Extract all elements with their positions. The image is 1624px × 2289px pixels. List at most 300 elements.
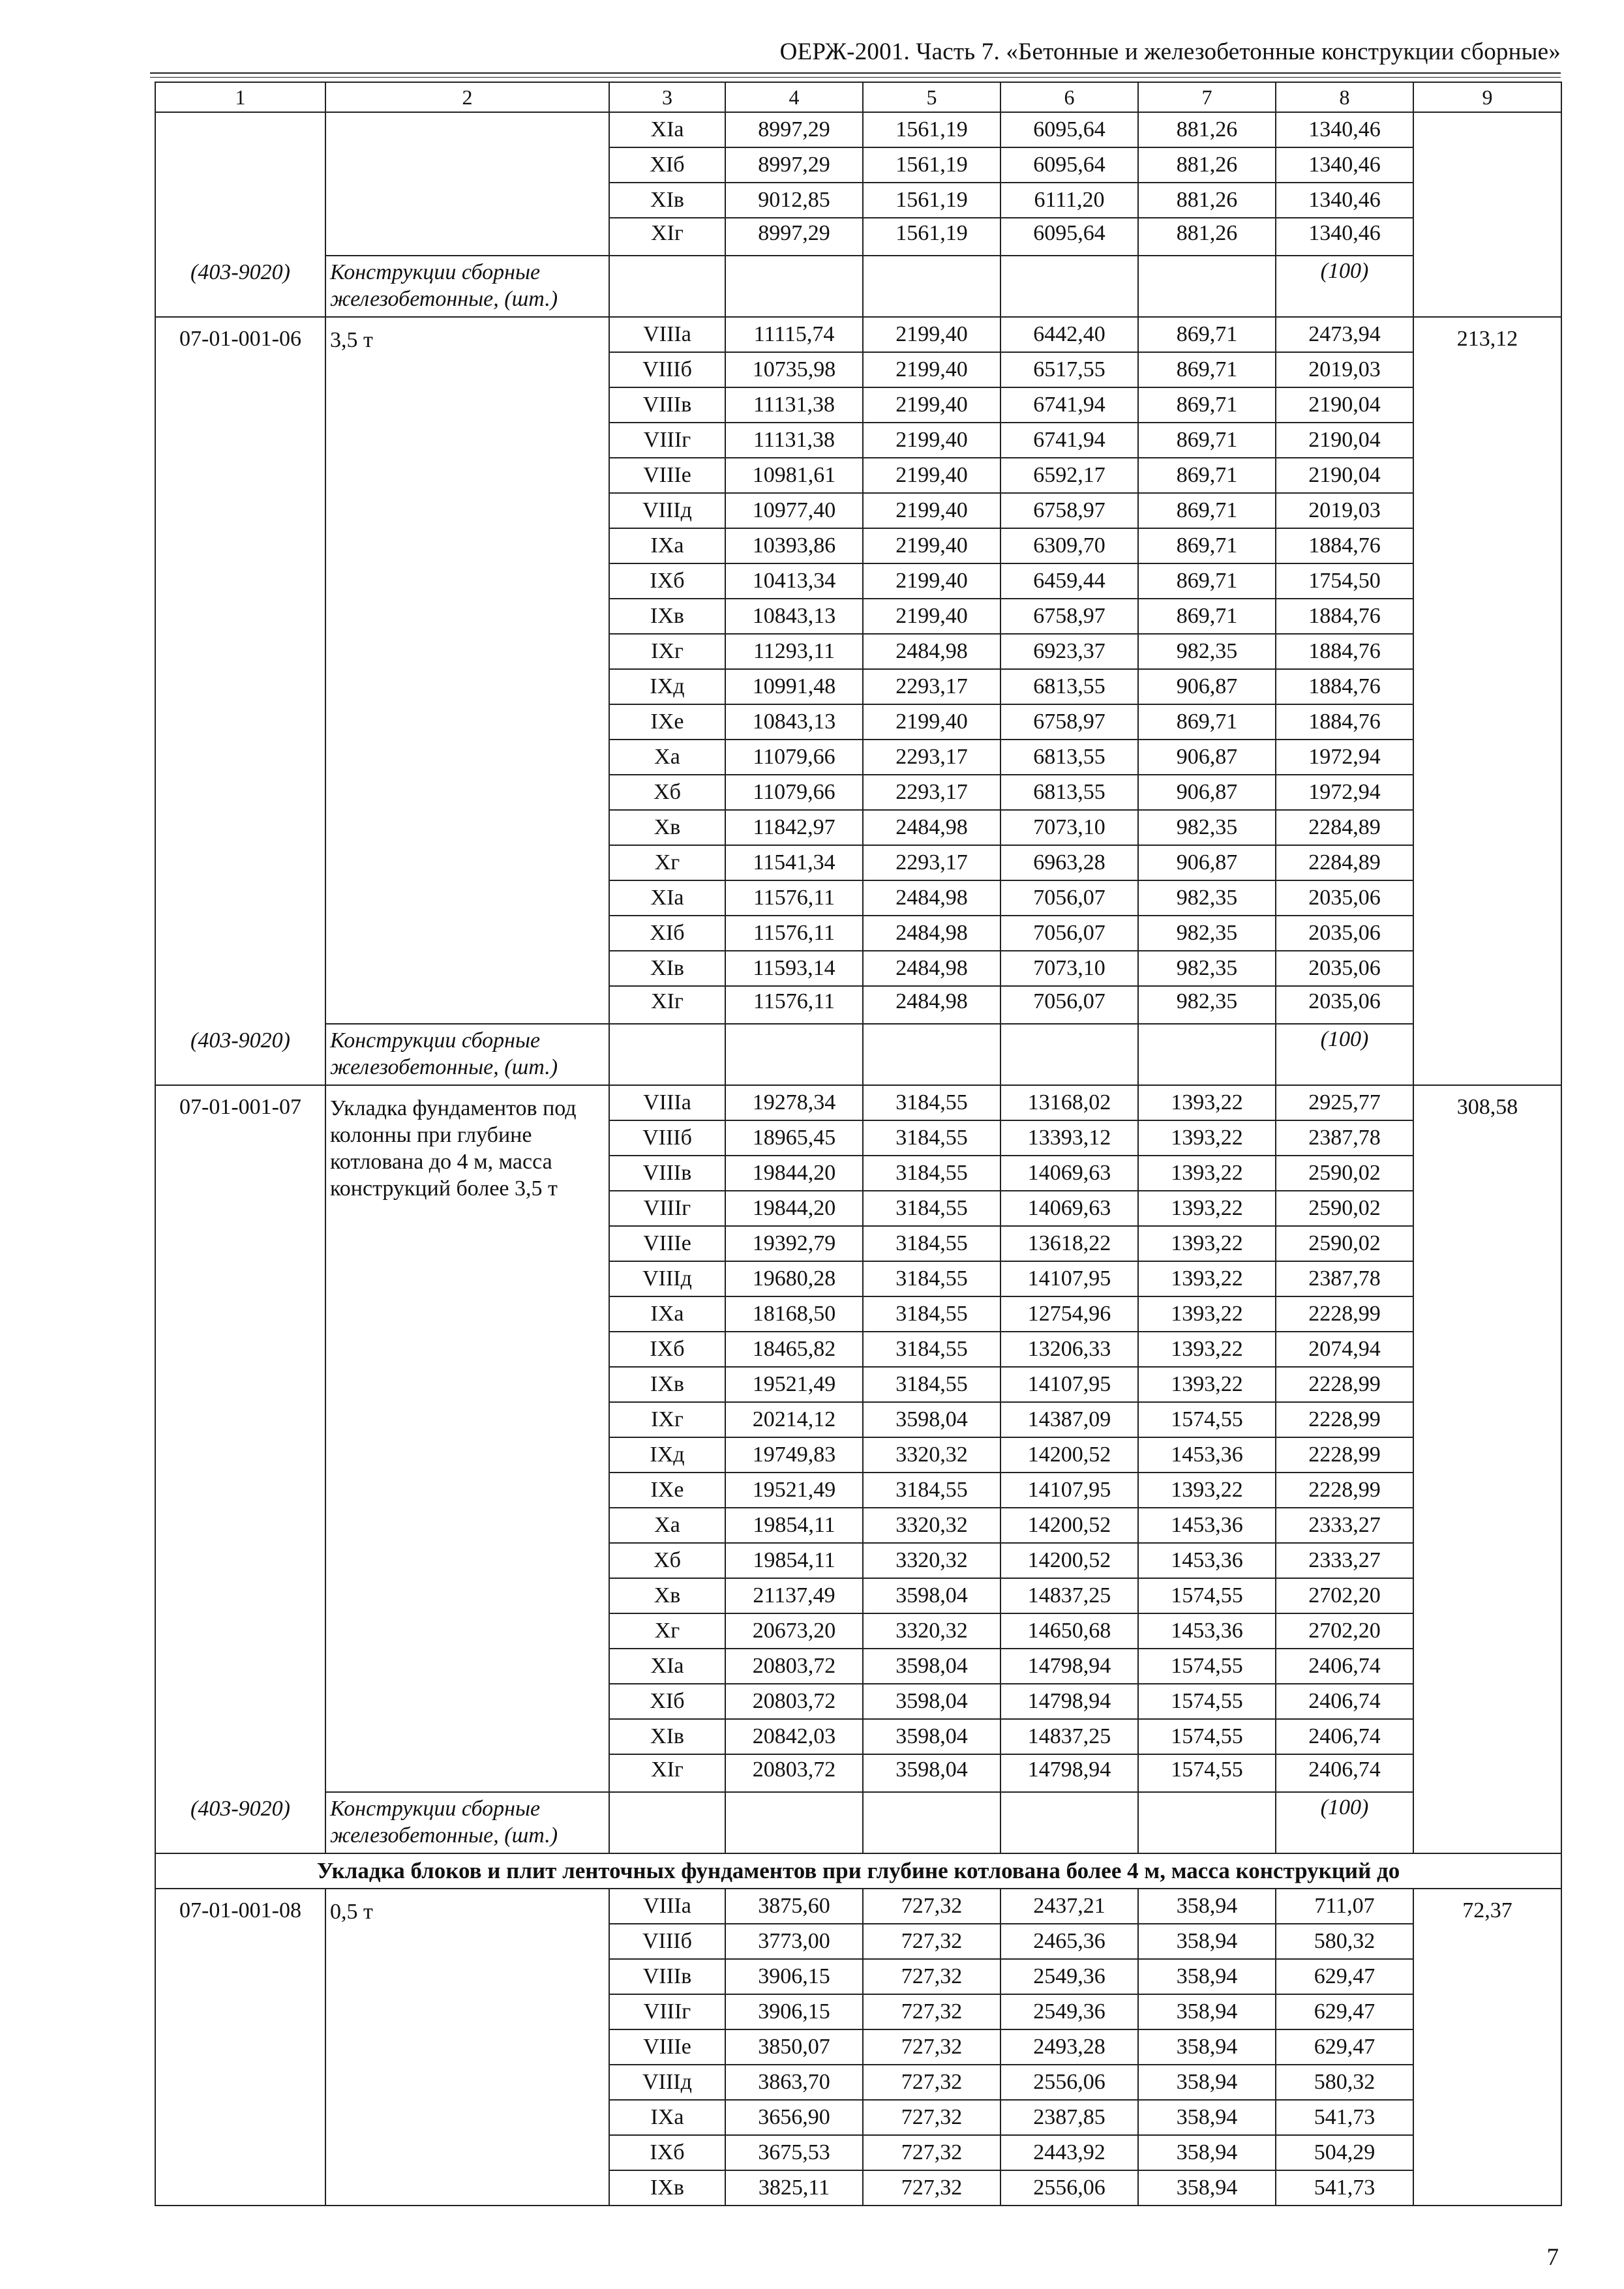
machine-cost: 13168,02 [1000,1085,1138,1120]
table-row [155,1085,1561,1120]
material-cost: 1340,46 [1276,218,1413,256]
labor-cost: 3184,55 [863,1226,1000,1261]
total-cost: 19392,79 [725,1226,863,1261]
operator-wage: 1393,22 [1138,1473,1276,1508]
labor-cost: 1561,19 [863,112,1000,147]
zone-code: VIIIб [609,352,725,387]
rate-code-text: 07-01-001-07 [179,1095,301,1119]
total-cost: 11842,97 [725,810,863,845]
machine-cost: 6309,70 [1000,528,1138,563]
zone-code: VIIIб [609,1924,725,1959]
resource-ref: (403-9020) [190,1797,290,1821]
zone-code: Xб [609,775,725,810]
zone-code: VIIIг [609,1191,725,1226]
labor-cost: 727,32 [863,2029,1000,2065]
total-cost: 19854,11 [725,1543,863,1578]
empty-cell [1138,256,1276,317]
total-cost: 19680,28 [725,1261,863,1296]
empty-cell [1138,1024,1276,1085]
machine-cost: 14069,63 [1000,1156,1138,1191]
total-cost: 21137,49 [725,1578,863,1613]
labor-cost: 2484,98 [863,634,1000,669]
rate-name: 0,5 т [325,1889,609,2206]
machine-cost: 13618,22 [1000,1226,1138,1261]
total-cost: 20673,20 [725,1613,863,1649]
total-cost: 10977,40 [725,493,863,528]
machine-cost: 7073,10 [1000,810,1138,845]
total-cost: 3906,15 [725,1994,863,2029]
operator-wage: 869,71 [1138,599,1276,634]
zone-code: IXд [609,669,725,704]
machine-cost: 2549,36 [1000,1959,1138,1994]
operator-wage: 1453,36 [1138,1613,1276,1649]
labor-hours: 72,37 [1413,1889,1561,2206]
material-cost: 2228,99 [1276,1402,1413,1437]
total-cost: 20214,12 [725,1402,863,1437]
empty-cell [1000,1024,1138,1085]
operator-wage: 358,94 [1138,1924,1276,1959]
operator-wage: 906,87 [1138,669,1276,704]
machine-cost: 6095,64 [1000,218,1138,256]
labor-cost: 727,32 [863,1959,1000,1994]
column-number: 1 [155,82,325,112]
section-title-row [155,1853,1561,1889]
empty-cell [1000,256,1138,317]
section-title: Укладка блоков и плит ленточных фундаментов при глубине котлована более 4 м, масса конструкций до [155,1853,1561,1889]
material-cost: 2406,74 [1276,1649,1413,1684]
operator-wage: 869,71 [1138,387,1276,423]
material-cost: 2333,27 [1276,1543,1413,1578]
resource-ref: (403-9020) [190,260,290,284]
zone-code: Xв [609,810,725,845]
labor-cost: 1561,19 [863,147,1000,183]
price-table [155,82,1562,2206]
zone-code: IXб [609,563,725,599]
operator-wage: 869,71 [1138,704,1276,740]
material-cost: 2074,94 [1276,1332,1413,1367]
zone-code: XIб [609,147,725,183]
total-cost: 11115,74 [725,317,863,352]
resource-ref: (403-9020) [190,1028,290,1053]
zone-code: Xг [609,845,725,880]
machine-cost: 7056,07 [1000,916,1138,951]
operator-wage: 358,94 [1138,2100,1276,2135]
zone-code: IXд [609,1437,725,1473]
operator-wage: 1574,55 [1138,1684,1276,1719]
operator-wage: 1574,55 [1138,1649,1276,1684]
material-footer-row [155,256,1561,317]
labor-cost: 3320,32 [863,1613,1000,1649]
labor-cost: 2199,40 [863,563,1000,599]
total-cost: 19521,49 [725,1473,863,1508]
machine-cost: 2437,21 [1000,1889,1138,1924]
page-number: 7 [1546,2244,1559,2271]
operator-wage: 906,87 [1138,740,1276,775]
column-number: 4 [725,82,863,112]
machine-cost: 14798,94 [1000,1649,1138,1684]
zone-code: IXв [609,2170,725,2206]
labor-cost: 3184,55 [863,1332,1000,1367]
zone-code: IXв [609,599,725,634]
operator-wage: 881,26 [1138,147,1276,183]
material-qty: (100) [1276,256,1413,317]
material-cost: 2228,99 [1276,1437,1413,1473]
operator-wage: 869,71 [1138,563,1276,599]
labor-cost: 3320,32 [863,1437,1000,1473]
total-cost: 8997,29 [725,147,863,183]
labor-cost: 3320,32 [863,1543,1000,1578]
machine-cost: 2443,92 [1000,2135,1138,2170]
rate-name: 3,5 т [325,317,609,1024]
total-cost: 11593,14 [725,951,863,986]
labor-cost: 2484,98 [863,916,1000,951]
total-cost: 10843,13 [725,704,863,740]
material-label: Конструкции сборные железобетонные, (шт.) [325,1792,609,1853]
labor-cost: 2484,98 [863,810,1000,845]
material-cost: 2035,06 [1276,880,1413,916]
labor-cost: 3598,04 [863,1649,1000,1684]
operator-wage: 1393,22 [1138,1367,1276,1402]
material-footer-row [155,1792,1561,1853]
machine-cost: 6111,20 [1000,183,1138,218]
material-footer-row [155,1024,1561,1085]
labor-hours: 213,12 [1413,317,1561,1085]
zone-code: VIIIа [609,1085,725,1120]
zone-code: XIа [609,880,725,916]
machine-cost: 6813,55 [1000,775,1138,810]
machine-cost: 2556,06 [1000,2170,1138,2206]
material-cost: 1754,50 [1276,563,1413,599]
total-cost: 3850,07 [725,2029,863,2065]
empty-cell [1138,1792,1276,1853]
operator-wage: 1574,55 [1138,1719,1276,1754]
machine-cost: 14200,52 [1000,1437,1138,1473]
zone-code: IXе [609,704,725,740]
total-cost: 19854,11 [725,1508,863,1543]
material-cost: 2590,02 [1276,1226,1413,1261]
labor-cost: 3184,55 [863,1120,1000,1156]
material-cost: 2473,94 [1276,317,1413,352]
machine-cost: 13206,33 [1000,1332,1138,1367]
table-body [155,82,1561,2206]
machine-cost: 6517,55 [1000,352,1138,387]
machine-cost: 14107,95 [1000,1473,1138,1508]
labor-cost: 3184,55 [863,1085,1000,1120]
zone-code: VIIIа [609,317,725,352]
column-number: 8 [1276,82,1413,112]
material-cost: 2925,77 [1276,1085,1413,1120]
material-cost: 1884,76 [1276,704,1413,740]
zone-code: VIIIе [609,458,725,493]
total-cost: 11576,11 [725,880,863,916]
labor-cost: 2199,40 [863,423,1000,458]
machine-cost: 6095,64 [1000,112,1138,147]
total-cost: 3906,15 [725,1959,863,1994]
labor-cost: 2199,40 [863,352,1000,387]
machine-cost: 14069,63 [1000,1191,1138,1226]
column-number: 9 [1413,82,1561,112]
labor-cost: 2484,98 [863,880,1000,916]
labor-cost: 2199,40 [863,704,1000,740]
labor-hours [1413,112,1561,317]
total-cost: 9012,85 [725,183,863,218]
rate-code [155,112,325,317]
zone-code: XIа [609,112,725,147]
zone-code: XIв [609,1719,725,1754]
empty-cell [725,256,863,317]
operator-wage: 906,87 [1138,845,1276,880]
material-cost: 2228,99 [1276,1473,1413,1508]
material-cost: 629,47 [1276,2029,1413,2065]
operator-wage: 1393,22 [1138,1120,1276,1156]
zone-code: VIIIд [609,2065,725,2100]
labor-cost: 2199,40 [863,493,1000,528]
total-cost: 3863,70 [725,2065,863,2100]
column-number-row [155,82,1561,112]
zone-code: IXб [609,1332,725,1367]
material-cost: 2190,04 [1276,458,1413,493]
zone-code: XIг [609,1754,725,1792]
material-cost: 2702,20 [1276,1578,1413,1613]
operator-wage: 1574,55 [1138,1578,1276,1613]
material-cost: 2035,06 [1276,986,1413,1024]
material-cost: 1884,76 [1276,599,1413,634]
total-cost: 8997,29 [725,112,863,147]
machine-cost: 7056,07 [1000,986,1138,1024]
material-cost: 2702,20 [1276,1613,1413,1649]
empty-cell [725,1792,863,1853]
material-label: Конструкции сборные железобетонные, (шт.) [325,256,609,317]
machine-cost: 6741,94 [1000,387,1138,423]
total-cost: 19278,34 [725,1085,863,1120]
zone-code: IXе [609,1473,725,1508]
total-cost: 3825,11 [725,2170,863,2206]
machine-cost: 7073,10 [1000,951,1138,986]
material-label: Конструкции сборные железобетонные, (шт.) [325,1024,609,1085]
empty-cell [1000,1792,1138,1853]
total-cost: 19844,20 [725,1156,863,1191]
header-rule-thin [150,77,1561,78]
operator-wage: 982,35 [1138,916,1276,951]
operator-wage: 1574,55 [1138,1754,1276,1792]
rate-code-text: 07-01-001-06 [179,327,301,351]
machine-cost: 14650,68 [1000,1613,1138,1649]
labor-cost: 2199,40 [863,528,1000,563]
labor-cost: 727,32 [863,2065,1000,2100]
zone-code: XIв [609,951,725,986]
empty-cell [609,256,725,317]
material-cost: 1884,76 [1276,634,1413,669]
operator-wage: 358,94 [1138,2135,1276,2170]
total-cost: 8997,29 [725,218,863,256]
zone-code: XIг [609,218,725,256]
zone-code: IXб [609,2135,725,2170]
total-cost: 11576,11 [725,986,863,1024]
total-cost: 10991,48 [725,669,863,704]
zone-code: VIIIв [609,387,725,423]
total-cost: 19521,49 [725,1367,863,1402]
material-cost: 1340,46 [1276,147,1413,183]
operator-wage: 1393,22 [1138,1296,1276,1332]
rate-name: Укладка фундаментов под колонны при глубине котлована до 4 м, масса конструкций более 3,5 т [325,1085,609,1792]
zone-code: VIIIв [609,1156,725,1191]
total-cost: 18168,50 [725,1296,863,1332]
empty-cell [863,1792,1000,1853]
operator-wage: 869,71 [1138,352,1276,387]
zone-code: VIIIд [609,493,725,528]
table-row [155,317,1561,352]
material-cost: 2333,27 [1276,1508,1413,1543]
operator-wage: 982,35 [1138,880,1276,916]
operator-wage: 1393,22 [1138,1332,1276,1367]
zone-code: XIб [609,916,725,951]
operator-wage: 1393,22 [1138,1261,1276,1296]
column-number: 3 [609,82,725,112]
total-cost: 11293,11 [725,634,863,669]
machine-cost: 2493,28 [1000,2029,1138,2065]
material-cost: 2590,02 [1276,1191,1413,1226]
material-cost: 629,47 [1276,1959,1413,1994]
material-cost: 2284,89 [1276,845,1413,880]
labor-cost: 2199,40 [863,317,1000,352]
total-cost: 11541,34 [725,845,863,880]
empty-cell [863,256,1000,317]
total-cost: 3773,00 [725,1924,863,1959]
operator-wage: 1393,22 [1138,1191,1276,1226]
labor-cost: 1561,19 [863,218,1000,256]
total-cost: 11576,11 [725,916,863,951]
total-cost: 18965,45 [725,1120,863,1156]
empty-cell [609,1792,725,1853]
zone-code: Xв [609,1578,725,1613]
operator-wage: 1574,55 [1138,1402,1276,1437]
operator-wage: 1453,36 [1138,1508,1276,1543]
operator-wage: 982,35 [1138,634,1276,669]
machine-cost: 14837,25 [1000,1578,1138,1613]
labor-cost: 727,32 [863,1994,1000,2029]
machine-cost: 14837,25 [1000,1719,1138,1754]
material-cost: 541,73 [1276,2170,1413,2206]
zone-code: IXа [609,528,725,563]
operator-wage: 906,87 [1138,775,1276,810]
labor-cost: 2484,98 [863,986,1000,1024]
zone-code: XIа [609,1649,725,1684]
machine-cost: 6963,28 [1000,845,1138,880]
material-cost: 2190,04 [1276,387,1413,423]
total-cost: 3675,53 [725,2135,863,2170]
labor-cost: 3598,04 [863,1402,1000,1437]
zone-code: Xа [609,740,725,775]
machine-cost: 14200,52 [1000,1543,1138,1578]
labor-cost: 1561,19 [863,183,1000,218]
labor-cost: 727,32 [863,2170,1000,2206]
machine-cost: 6442,40 [1000,317,1138,352]
machine-cost: 14200,52 [1000,1508,1138,1543]
operator-wage: 869,71 [1138,317,1276,352]
machine-cost: 6741,94 [1000,423,1138,458]
operator-wage: 869,71 [1138,493,1276,528]
zone-code: VIIIе [609,2029,725,2065]
labor-cost: 727,32 [863,1889,1000,1924]
zone-code: Xб [609,1543,725,1578]
operator-wage: 358,94 [1138,2029,1276,2065]
material-cost: 1884,76 [1276,669,1413,704]
labor-cost: 3320,32 [863,1508,1000,1543]
material-cost: 2035,06 [1276,951,1413,986]
column-number: 6 [1000,82,1138,112]
zone-code: IXг [609,634,725,669]
zone-code: XIг [609,986,725,1024]
machine-cost: 6758,97 [1000,493,1138,528]
operator-wage: 1453,36 [1138,1543,1276,1578]
material-qty: (100) [1276,1792,1413,1853]
material-cost: 1884,76 [1276,528,1413,563]
labor-cost: 3184,55 [863,1156,1000,1191]
machine-cost: 2556,06 [1000,2065,1138,2100]
rate-code: 07-01-001-08 [155,1889,325,2206]
operator-wage: 881,26 [1138,218,1276,256]
labor-cost: 3184,55 [863,1367,1000,1402]
zone-code: VIIIг [609,1994,725,2029]
machine-cost: 13393,12 [1000,1120,1138,1156]
labor-cost: 3184,55 [863,1296,1000,1332]
machine-cost: 2549,36 [1000,1994,1138,2029]
operator-wage: 869,71 [1138,423,1276,458]
machine-cost: 12754,96 [1000,1296,1138,1332]
material-cost: 2406,74 [1276,1684,1413,1719]
labor-cost: 3184,55 [863,1261,1000,1296]
zone-code: IXа [609,2100,725,2135]
operator-wage: 869,71 [1138,458,1276,493]
rate-code [155,1085,325,1853]
labor-cost: 3598,04 [863,1684,1000,1719]
labor-cost: 2293,17 [863,775,1000,810]
material-cost: 2387,78 [1276,1261,1413,1296]
machine-cost: 6758,97 [1000,599,1138,634]
page-header: ОЕРЖ-2001. Часть 7. «Бетонные и железобетонные конструкции сборные» [779,38,1561,65]
zone-code: XIв [609,183,725,218]
material-cost: 1972,94 [1276,740,1413,775]
operator-wage: 982,35 [1138,810,1276,845]
material-cost: 2228,99 [1276,1296,1413,1332]
operator-wage: 1393,22 [1138,1226,1276,1261]
zone-code: XIб [609,1684,725,1719]
operator-wage: 982,35 [1138,951,1276,986]
total-cost: 20803,72 [725,1684,863,1719]
machine-cost: 14798,94 [1000,1754,1138,1792]
material-cost: 2406,74 [1276,1754,1413,1792]
operator-wage: 982,35 [1138,986,1276,1024]
material-cost: 2590,02 [1276,1156,1413,1191]
zone-code: IXг [609,1402,725,1437]
labor-cost: 2484,98 [863,951,1000,986]
zone-code: Xа [609,1508,725,1543]
total-cost: 20803,72 [725,1754,863,1792]
operator-wage: 358,94 [1138,2065,1276,2100]
operator-wage: 358,94 [1138,1994,1276,2029]
material-cost: 2284,89 [1276,810,1413,845]
machine-cost: 6758,97 [1000,704,1138,740]
zone-code: VIIIа [609,1889,725,1924]
total-cost: 19844,20 [725,1191,863,1226]
material-cost: 580,32 [1276,1924,1413,1959]
header-rule [150,72,1561,74]
labor-cost: 2199,40 [863,387,1000,423]
operator-wage: 358,94 [1138,1889,1276,1924]
machine-cost: 7056,07 [1000,880,1138,916]
machine-cost: 14107,95 [1000,1367,1138,1402]
machine-cost: 14107,95 [1000,1261,1138,1296]
